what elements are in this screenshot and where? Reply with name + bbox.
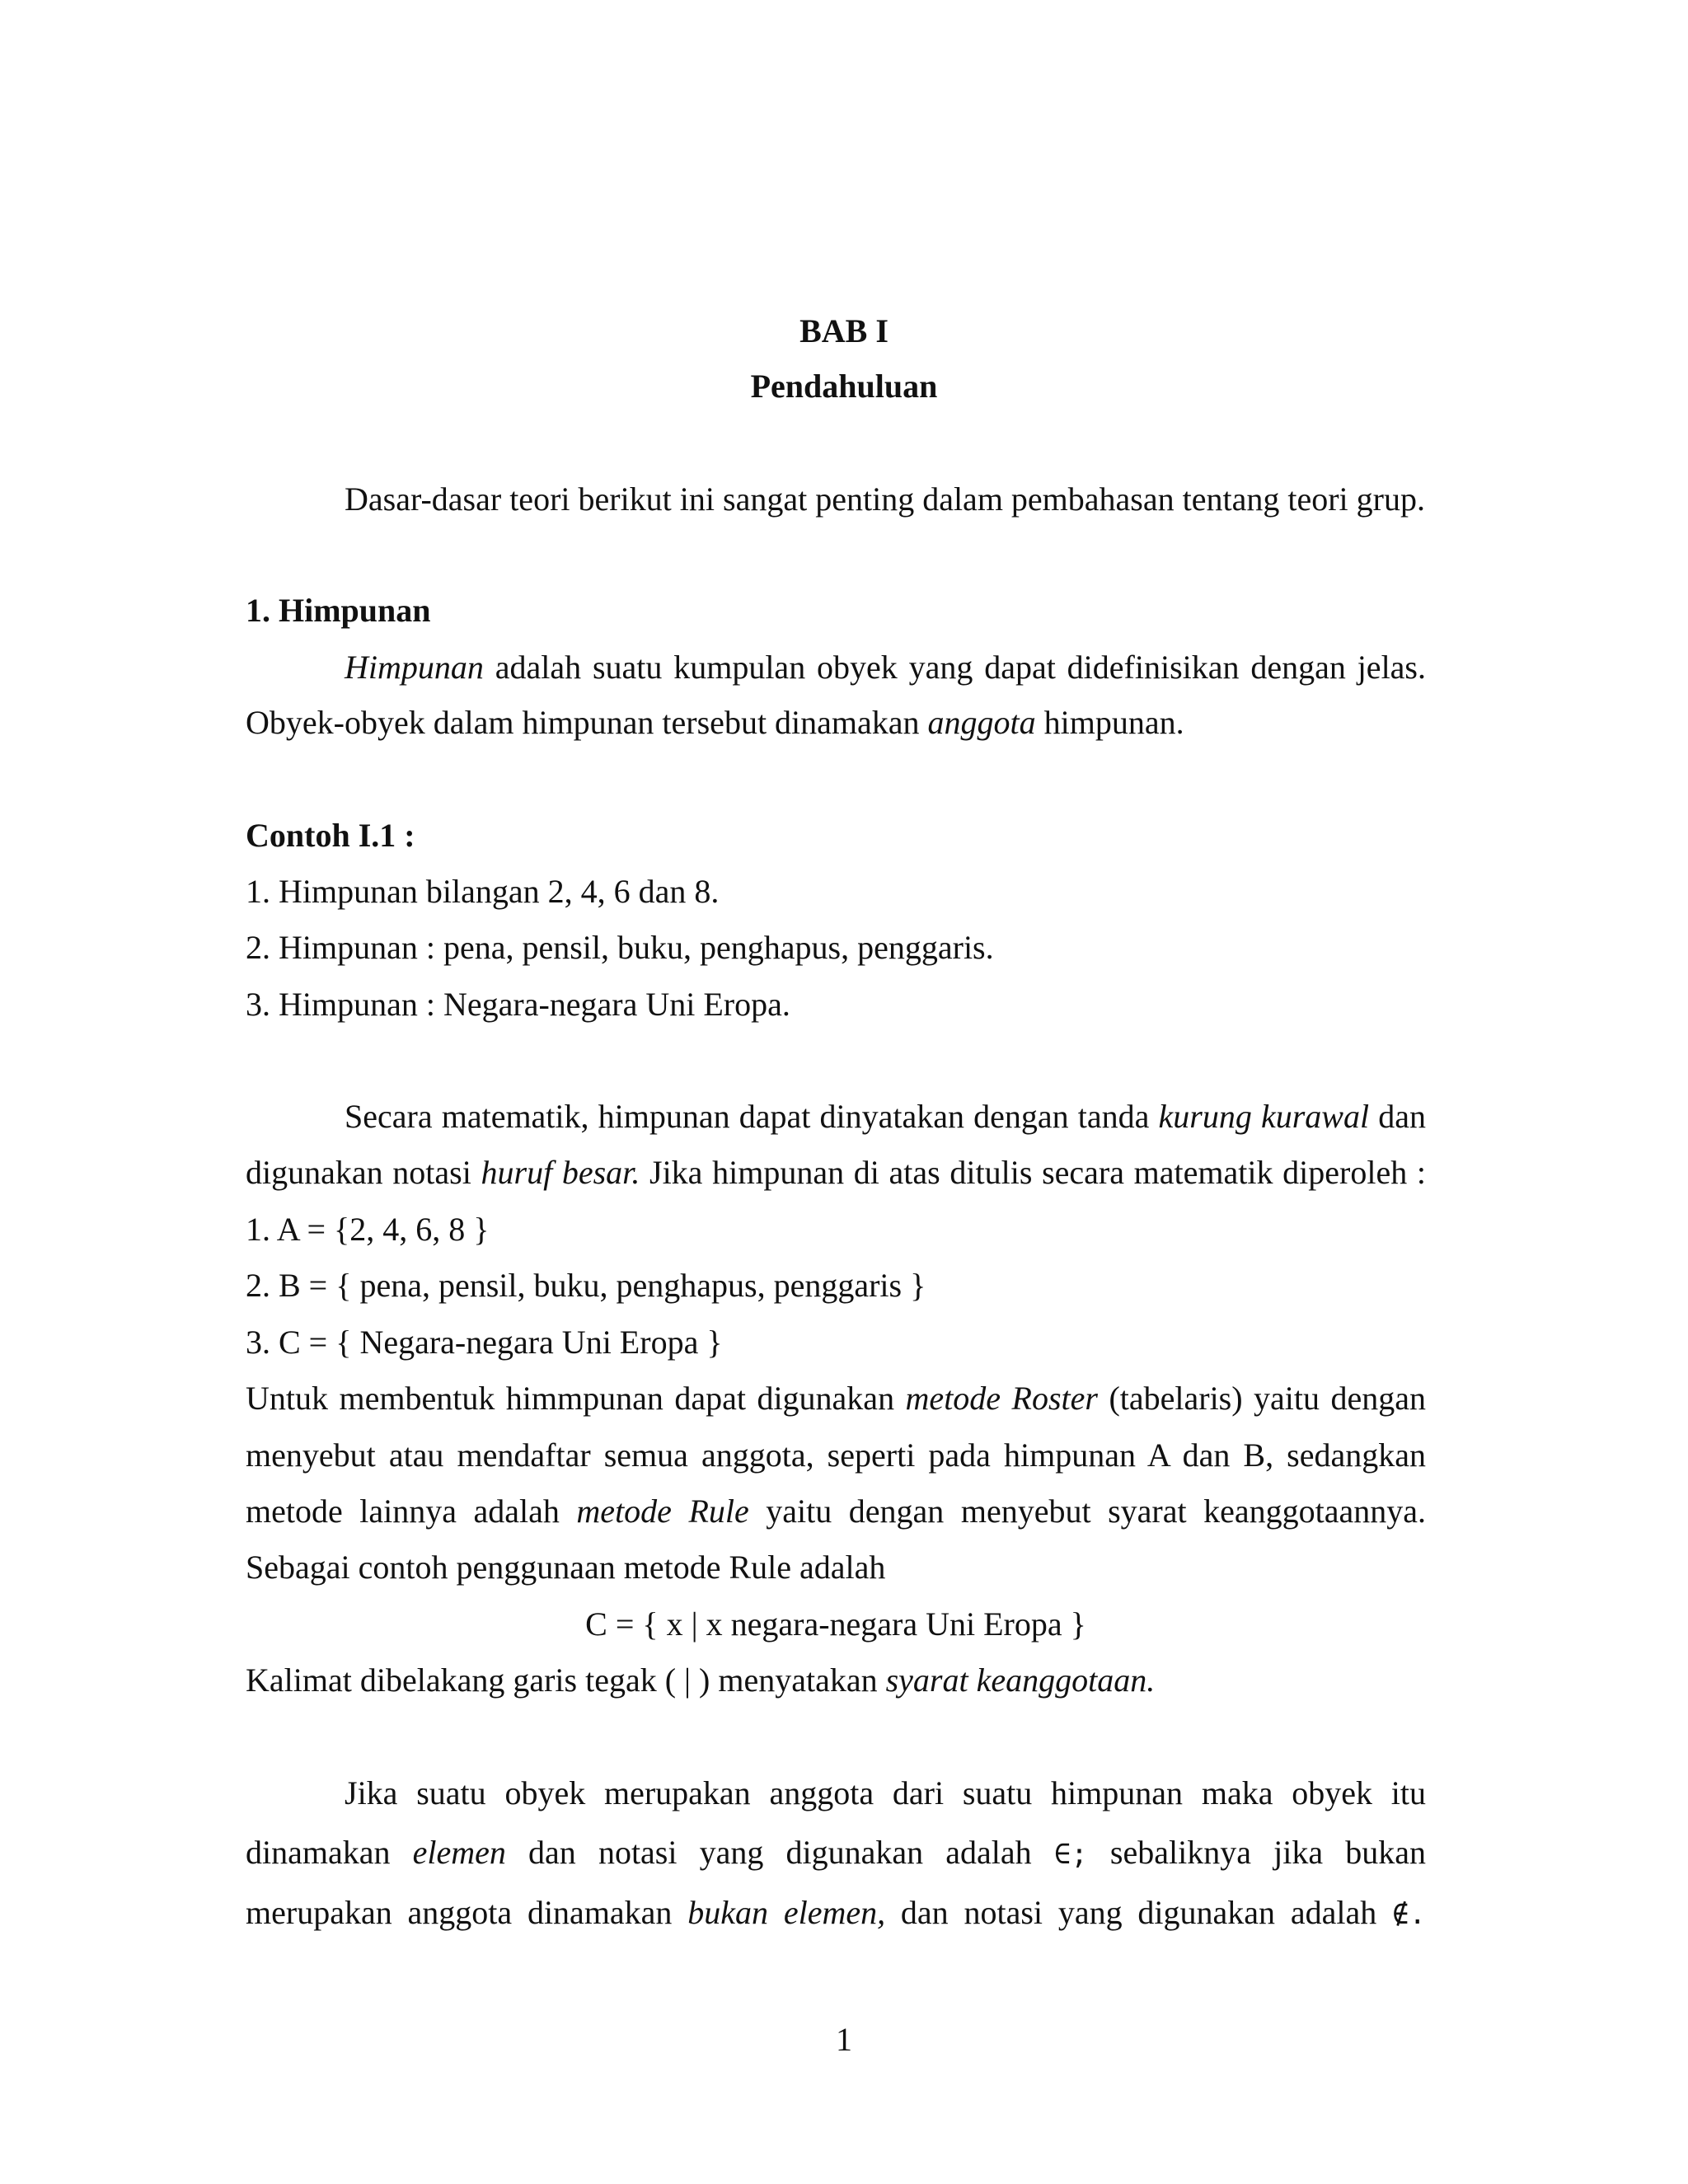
set-notation-item: 3. C = { Negara-negara Uni Eropa } [246,1324,723,1361]
paragraph-2-line-7: menyebut atau mendaftar semua anggota, seperti pada himpunan A dan B, sedangkan [246,1436,1426,1474]
example-item: 3. Himpunan : Negara-negara Uni Eropa. [246,986,790,1023]
set-notation-item: 2. B = { pena, pensil, buku, penghapus, penggaris } [246,1267,926,1304]
chapter-number: BAB I [799,312,889,349]
term-anggota: anggota [927,704,1036,741]
term-elemen: elemen [412,1834,506,1871]
set-notation-item: 1. A = {2, 4, 6, 8 } [246,1211,490,1248]
term-himpunan: Himpunan [345,649,484,686]
intro-paragraph: Dasar-dasar teori berikut ini sangat penting dalam pembahasan tentang teori grup. [345,480,1425,518]
chapter-title: Pendahuluan [750,368,938,405]
term-metode-rule: metode Rule [576,1493,749,1530]
term-kurung-kurawal: kurung kurawal [1158,1098,1370,1135]
element-of-symbol: ∈; [1053,1838,1088,1871]
rule-formula: C = { x | x negara-negara Uni Eropa } [585,1605,1086,1643]
page-number: 1 [836,2021,852,2058]
paragraph-3-line-3: merupakan anggota dinamakan bukan elemen, dan notasi yang digunakan adalah ∉. [246,1894,1427,1931]
term-bukan-elemen: bukan elemen, [687,1894,886,1931]
paragraph-2-line-6: Untuk membentuk himmpunan dapat digunakan metode Roster (tabelaris) yaitu dengan [246,1380,1426,1417]
paragraph-2-line-8: metode lainnya adalah metode Rule yaitu dengan menyebut syarat keanggotaannya. [246,1493,1427,1530]
definition-line-2: Obyek-obyek dalam himpunan tersebut dinamakan anggota himpunan. [246,704,1184,741]
term-syarat-keanggotaan: syarat keanggotaan. [885,1661,1156,1699]
paragraph-2-line-10: Kalimat dibelakang garis tegak ( | ) menyatakan syarat keanggotaan. [246,1661,1156,1699]
paragraph-3-line-1: Jika suatu obyek merupakan anggota dari suatu himpunan maka obyek itu [345,1774,1426,1811]
example-heading: Contoh I.1 : [246,817,415,854]
definition-line-1: Himpunan adalah suatu kumpulan obyek yang dapat didefinisikan dengan jelas. [345,649,1426,686]
example-item: 2. Himpunan : pena, pensil, buku, penghapus, penggaris. [246,929,994,966]
section-heading-himpunan: 1. Himpunan [246,592,431,629]
paragraph-2-line-1: Secara matematik, himpunan dapat dinyatakan dengan tanda kurung kurawal dan [345,1098,1426,1135]
not-element-of-symbol: ∉. [1392,1898,1427,1931]
example-item: 1. Himpunan bilangan 2, 4, 6 dan 8. [246,873,720,910]
paragraph-3-line-2: dinamakan elemen dan notasi yang digunakan adalah ∈; sebaliknya jika bukan [246,1834,1426,1871]
paragraph-2-line-9: Sebagai contoh penggunaan metode Rule adalah [246,1549,886,1586]
term-metode-roster: metode Roster [905,1380,1098,1417]
paragraph-2-line-2: digunakan notasi huruf besar. Jika himpunan di atas ditulis secara matematik diperoleh : [246,1154,1426,1191]
term-huruf-besar: huruf besar. [481,1154,640,1191]
